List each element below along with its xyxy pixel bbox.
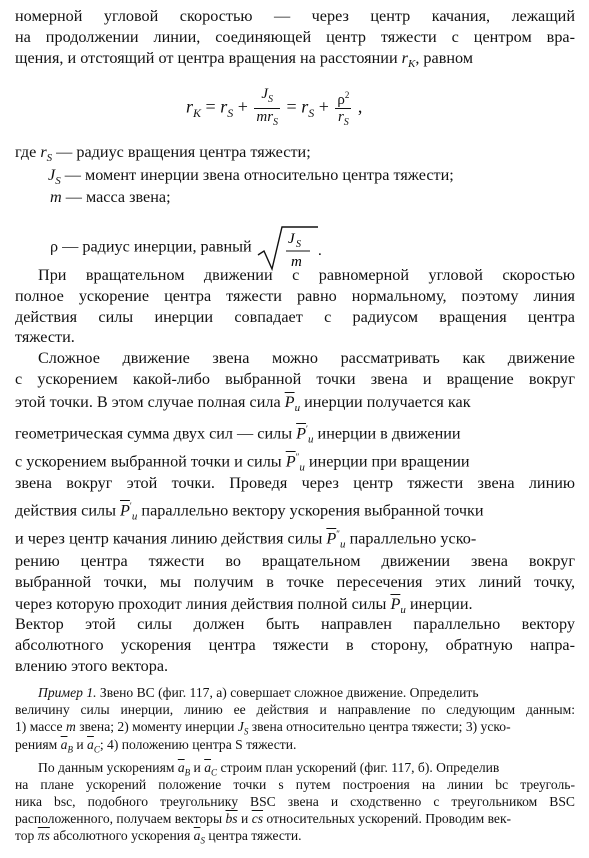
text-line: действия силы инерции совпадает с радиусом вращения центра bbox=[15, 308, 575, 326]
text-line: с ускорением какой-либо выбранной точки звена и вращение вокруг bbox=[15, 370, 575, 388]
text-line: и через центр качания линию действия силы $\overline{P}''_u$ параллельно уско- bbox=[15, 529, 477, 551]
example-line: 1) массе m звена; 2) моменту инерции $J_S$ звена относительно центра тяжести; 3) уско- bbox=[15, 719, 511, 737]
definition-m: m — масса звена; bbox=[50, 188, 171, 206]
example-line: По данным ускорениям $\overline{a}_B$ и $\overline{a}_C$ строим план ускорений (фиг. 117, б). Определив bbox=[38, 760, 500, 778]
text-line: звена вокруг этой точки. Проведя через центр тяжести звена линию bbox=[15, 474, 575, 492]
text-line: этой точки. В этом случае полная сила $\overline{P}_u$ инерции получается как bbox=[15, 393, 471, 415]
text-line: Вектор этой силы должен быть направлен параллельно вектору bbox=[15, 615, 575, 633]
svg-text:S: S bbox=[295, 239, 301, 250]
svg-text:.: . bbox=[317, 243, 322, 259]
example-line: рениям $\overline{a}_B$ и $\overline{a}_C$; 4) положению центра S тяжести. bbox=[15, 737, 297, 755]
example-line: на плане ускорений положение точки s путем построения на линии bc треуголь- bbox=[15, 777, 575, 792]
example-line: расположенного, получаем векторы $\overline{bs}$ и $\overline{cs}$ относительных ускорений. Проводим век- bbox=[15, 811, 512, 826]
text-line: тяжести. bbox=[15, 328, 75, 346]
definition-js: $J_S$ — момент инерции звена относительно центра тяжести; bbox=[48, 166, 454, 188]
text-line: полное ускорение центра тяжести равно нормальному, поэтому линия bbox=[15, 287, 575, 305]
text-line: щения, и отстоящий от центра вращения на расстоянии $r_K$, равном bbox=[15, 49, 474, 71]
text-line: рению центра тяжести во вращательном движении звена вокруг bbox=[15, 552, 575, 570]
text-line: абсолютного ускорения центра тяжести в сторону, обратную напра- bbox=[15, 636, 575, 654]
text-line: выбранной точки, мы получим в точке пересечения этих линий точку, bbox=[15, 573, 575, 591]
text-line: Сложное движение звена можно рассматривать как движение bbox=[38, 349, 575, 367]
svg-text:J: J bbox=[287, 231, 295, 247]
example-line: ника bsc, подобного треугольнику BSC звена и сходственно с треугольником BSC bbox=[15, 794, 575, 809]
example-line: тор $\overline{\pi s}$ абсолютного ускорения $\overline{a}_S$ центра тяжести. bbox=[15, 828, 302, 846]
example-line: Пример 1. Звено BC (фиг. 117, а) совершает сложное движение. Определить bbox=[38, 685, 479, 700]
text-line: номерной угловой скоростью — через центр качания, лежащий bbox=[15, 7, 575, 25]
example-line: величину силы инерции, линию ее действия и направление по следующим данным: bbox=[15, 702, 575, 717]
text-line: При вращательном движении с равномерной угловой скоростью bbox=[38, 266, 575, 284]
svg-text:m: m bbox=[290, 254, 302, 270]
text-line: через которую проходит линия действия полной силы $\overline{P}_u$ инерции. bbox=[15, 595, 473, 617]
text-line: на продолжении линии, соединяющей центр тяжести с центром вра- bbox=[15, 28, 575, 46]
text-line: геометрическая сумма двух сил — силы $\overline{P}'_u$ инерции в движении bbox=[15, 424, 461, 446]
text-line: действия силы $\overline{P}'_u$ параллельно вектору ускорения выбранной точки bbox=[15, 501, 484, 523]
formula-rk: $r_K = r_S$ + $\frac{J_S}{mr_S}$ = $r_S$ + $\frac{\rho^2}{r_S}$ , bbox=[186, 86, 363, 128]
definition-rs: где $r_S$ — радиус вращения центра тяжести; bbox=[15, 143, 311, 165]
text-line: с ускорением выбранной точки и силы $\overline{P}''_u$ инерции при вращении bbox=[15, 452, 470, 474]
text-line: влению этого вектора. bbox=[15, 657, 169, 675]
definition-rho: ρ — радиус инерции, равный J S m . bbox=[50, 223, 589, 273]
